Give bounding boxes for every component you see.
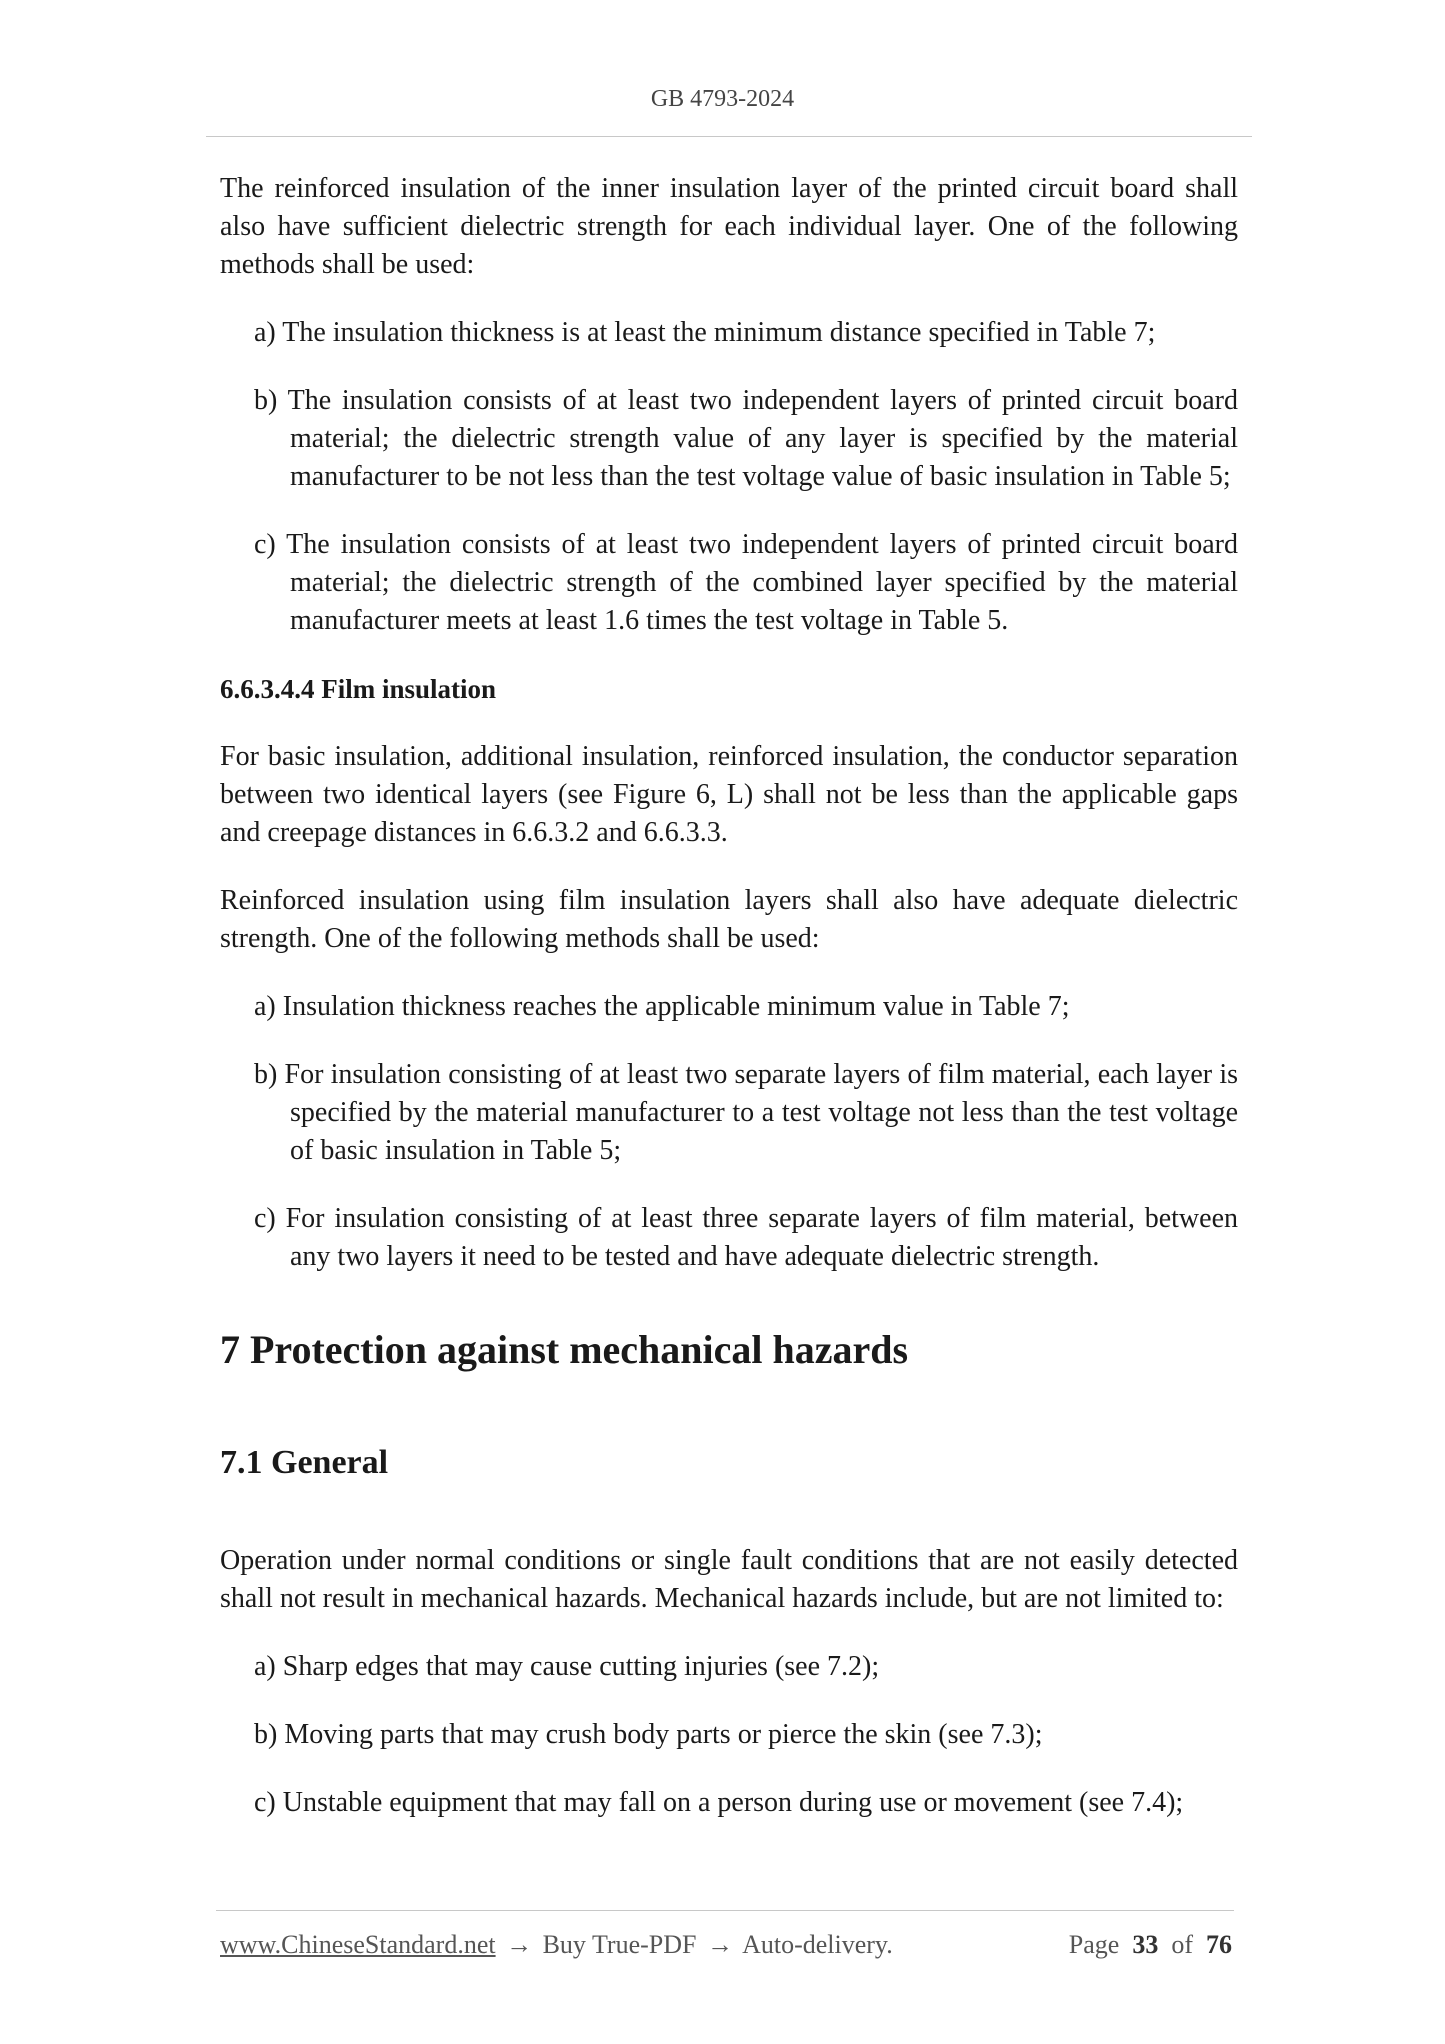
list-item: a) Insulation thickness reaches the applicable minimum value in Table 7; [254,991,1070,1022]
document-code-header: GB 4793-2024 [650,86,795,112]
site-link[interactable]: www.ChineseStandard.net [220,1930,496,1959]
delivery-text: Auto-delivery. [742,1930,893,1959]
list-item: b) For insulation consisting of at least two separate layers of film material, each layer is specified by the material manufacturer to a test voltage not less than the test voltage of basic insulation in Table 5; [254,1059,1238,1166]
paragraph-pcb-insulation: The reinforced insulation of the inner insulation layer of the printed circuit board shall also have sufficient dielectric strength for each individual layer. One of the following methods shall be used: [220,173,1238,280]
footer-divider [216,1910,1234,1911]
header-divider [206,136,1252,137]
buy-text: Buy True-PDF [542,1930,697,1959]
list-item: b) The insulation consists of at least two independent layers of printed circuit board material; the dielectric strength value of any layer is specified by the material manufacturer to be not less than the test voltage value of basic insulation in Table 5; [254,385,1238,492]
section-heading-film-insulation: 6.6.3.4.4 Film insulation [220,674,497,704]
section-heading-general: 7.1 General [220,1444,389,1481]
arrow-right-icon: → [506,1930,533,1959]
page-body [220,170,1238,1852]
list-item: c) For insulation consisting of at least three separate layers of film material, between any two layers it need to be tested and have adequate dielectric strength. [254,1203,1238,1272]
arrow-right-icon: → [707,1930,733,1959]
list-item: a) The insulation thickness is at least the minimum distance specified in Table 7; [254,317,1156,348]
page-current: 33 [1132,1930,1159,1959]
paragraph-conductor-separation: For basic insulation, additional insulation, reinforced insulation, the conductor separation between two identical layers (see Figure 6, L) shall not be less than the applicable gaps and creepage distances in 6.6.3.2 and 6.6.3.3. [220,741,1238,848]
page-total: 76 [1206,1930,1232,1959]
page-label: Page [1068,1930,1120,1959]
list-item: b) Moving parts that may crush body parts or pierce the skin (see 7.3); [254,1719,1043,1750]
page-of-label: of [1171,1930,1193,1959]
page-number [1069,1930,1232,1960]
list-item: a) Sharp edges that may cause cutting injuries (see 7.2); [254,1651,880,1682]
footer-promo [220,1930,893,1960]
chapter-heading: 7 Protection against mechanical hazards [220,1327,909,1372]
list-item: c) Unstable equipment that may fall on a person during use or movement (see 7.4); [254,1787,1184,1818]
paragraph-film-reinforced: Reinforced insulation using film insulation layers shall also have adequate dielectric strength. One of the following methods shall be used: [220,885,1238,954]
paragraph-mechanical-hazards: Operation under normal conditions or single fault conditions that are not easily detected shall not result in mechanical hazards. Mechanical hazards include, but are not limited to: [220,1545,1238,1614]
list-item: c) The insulation consists of at least two independent layers of printed circuit board material; the dielectric strength of the combined layer specified by the material manufacturer meets at least 1.6 times the test voltage in Table 5. [254,529,1238,636]
